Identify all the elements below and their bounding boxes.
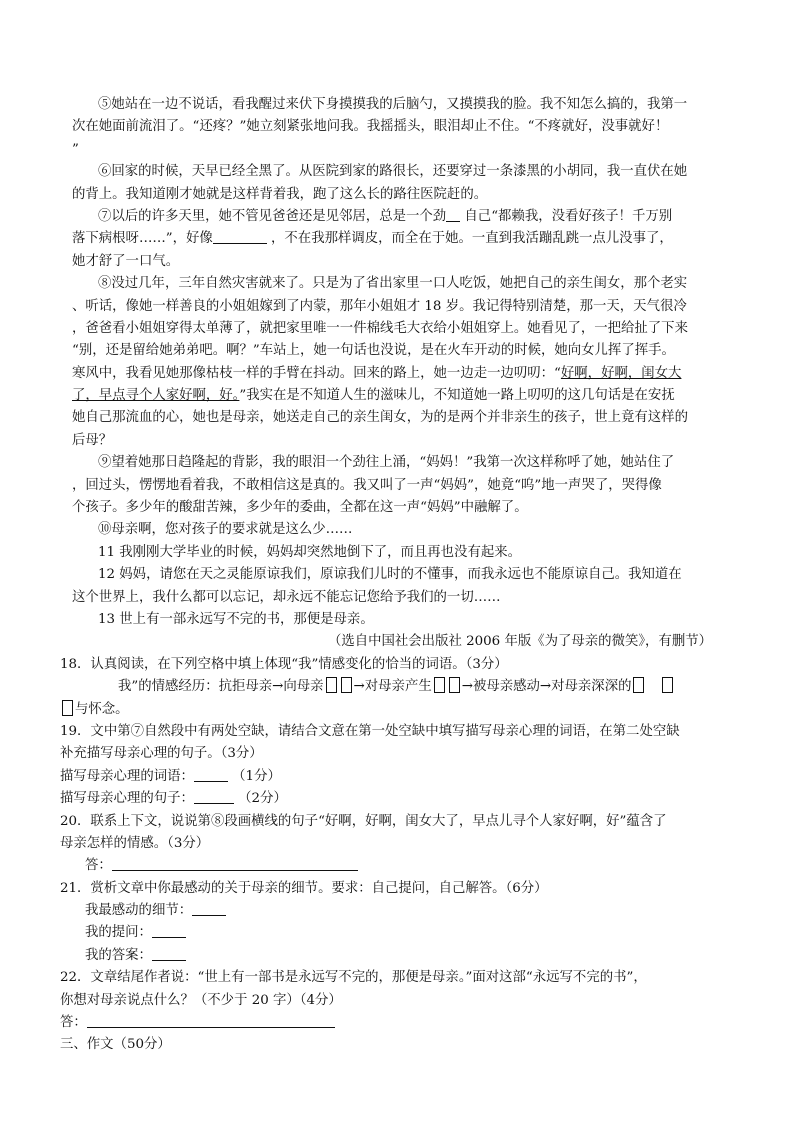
q19-points: （1分） — [232, 768, 281, 784]
q21-label: 我的提问： — [85, 925, 152, 941]
question-19-sentence-line — [60, 788, 722, 810]
paragraph-6-line-1: ⑥回家的时候，天早已经全黑了。从医院到家的路很长，还要穿过一条漆黑的小胡同，我一直伏在她 — [98, 164, 688, 180]
question-21-prompt: 21．赏析文章中你最感动的关于母亲的细节。要求：自己提问，自己解答。（6分） — [60, 880, 548, 896]
question-22-line-2: 你想对母亲说点什么？（不少于 20 字）（4分） — [60, 992, 342, 1008]
paragraph-12-line-2: 这个世界上，我什么都可以忘记，却永远不能忘记您给予我们的一切…… — [72, 589, 501, 605]
paragraph-13: 13 世上有一部永远写不完的书，那便是母亲。 — [98, 611, 374, 627]
paragraph-7-line-1 — [72, 206, 722, 228]
answer-blank[interactable] — [194, 767, 228, 782]
paragraph-9-line-2: ，回过头，愣愣地看着我，不敢相信这是真的。我又叫了一声“妈妈”，她竟“呜”地一声哭了，哭得像 — [72, 477, 662, 493]
question-18-prompt: 18．认真阅读，在下列空格中填上体现“我”情感变化的恰当的词语。（3分） — [60, 656, 508, 672]
p8-text: ”我实在是不知道人生的滋味儿，不知道她一路上叨叨的这几句话是在安抚 — [239, 388, 675, 404]
q18-text: 与怀念。 — [75, 701, 129, 717]
answer-blank[interactable] — [192, 901, 226, 916]
question-18-line-2 — [72, 676, 722, 698]
answer-label: 答： — [85, 858, 112, 874]
paragraph-8-line-2: 、听话，像她一样善良的小姐姐嫁到了内蒙，那年小姐姐才 18 岁。我记得特别清楚，那一天，天气很冷 — [72, 298, 687, 314]
answer-box[interactable] — [449, 677, 460, 693]
q19-text: 描写母亲心理的句子： — [60, 791, 194, 807]
q18-text: 我”的情感经历：抗拒母亲→向母亲 — [118, 679, 324, 695]
question-22-answer-line — [60, 1012, 722, 1034]
question-19-prompt: 19．文中第⑦自然段中有两处空缺，请结合文意在第一处空缺中填写描写母亲心理的词语，在第二处空缺 — [60, 723, 680, 739]
answer-box[interactable] — [326, 677, 337, 693]
q18-text: →对母亲产生 — [353, 679, 432, 695]
paragraph-8-line-6 — [72, 385, 722, 407]
q19-text: 描写母亲心理的词语： — [60, 768, 194, 784]
q21-label: 我最感动的细节： — [85, 903, 193, 919]
section-3-heading: 三、作文（50分） — [60, 1037, 171, 1053]
paragraph-11: 11 我刚刚大学毕业的时候，妈妈却突然地倒下了，而且再也没有起来。 — [98, 544, 522, 560]
paragraph-5-line-2: 次在她面前流泪了。“还疼？”她立刻紧张地问我。我摇摇头，眼泪却止不住。“不疼就好，没事就好！ — [72, 119, 669, 135]
paragraph-8-line-7: 她自己那流血的心，她也是母亲，她送走自己的亲生闺女，为的是两个并非亲生的孩子，世上竟有这样的 — [72, 410, 688, 426]
question-18-line-3 — [60, 699, 722, 721]
question-20-line-2: 母亲怎样的情感。（3分） — [60, 835, 210, 851]
question-21-detail-line — [72, 900, 722, 922]
answer-blank[interactable] — [152, 923, 186, 938]
answer-blank[interactable] — [152, 946, 186, 961]
p7-text: ，不在我那样调皮，而全在于她。一直到我活蹦乱跳一点儿没事了， — [266, 231, 673, 247]
paragraph-8-line-3: ，爸爸看小姐姐穿得太单薄了，就把家里唯一一件棉线毛大衣给小姐姐穿上。她看见了，一把给扯了下来 — [72, 320, 688, 336]
question-19-word-line — [60, 766, 722, 788]
paragraph-8-line-8: 后母？ — [72, 432, 113, 448]
question-22-prompt: 22．文章结尾作者说：“世上有一部书是永远写不完的，那便是母亲。”面对这部“永远写不完的书”， — [60, 970, 647, 986]
p7-text: ⑦以后的许多天里，她不管见爸爸还是见邻居，总是一个劲 — [98, 208, 447, 224]
paragraph-9-line-1: ⑨望着她那日趋隆起的背影，我的眼泪一个劲往上涌，“妈妈！”我第一次这样称呼了她，她站住了 — [98, 455, 675, 471]
p8-text: 寒风中，我看见她那像枯枝一样的手臂在抖动。回来的路上，她一边走一边叨叨：“ — [72, 365, 561, 381]
paragraph-7-line-2 — [72, 228, 722, 250]
answer-box[interactable] — [662, 677, 673, 693]
paragraph-10: ⑩母亲啊，您对孩子的要求就是这么少…… — [98, 522, 353, 538]
p7-text: 自己“都赖我，没看好孩子！千万别 — [460, 208, 673, 224]
question-21-answer-line — [72, 945, 722, 967]
answer-blank[interactable] — [194, 789, 234, 804]
question-19-line-2: 补充描写母亲心理的句子。（3分） — [60, 746, 263, 762]
paragraph-7-line-3: 她才舒了一口气。 — [72, 253, 180, 269]
answer-blank[interactable] — [112, 856, 358, 871]
answer-label: 答： — [60, 1015, 87, 1031]
document-page — [60, 94, 722, 1057]
paragraph-8-line-1: ⑧没过几年，三年自然灾害就来了。只是为了省出家里一口人吃饭，她把自己的亲生闺女，那个老实 — [98, 276, 688, 292]
question-21-question-line — [72, 922, 722, 944]
underlined-sentence: 好啊，好啊，闺女大 — [560, 365, 682, 381]
answer-box[interactable] — [633, 677, 644, 693]
answer-box[interactable] — [62, 700, 73, 716]
source-citation: （选自中国社会出版社 2006 年版《为了母亲的微笑》，有删节） — [327, 634, 712, 650]
paragraph-5-line-1: ⑤她站在一边不说话，看我醒过来伏下身摸摸我的后脑勺，又摸摸我的脸。我不知怎么搞的，我第一 — [98, 97, 688, 112]
paragraph-8-line-5 — [72, 363, 722, 385]
q19-points: （2分） — [238, 791, 287, 807]
question-20-answer-line — [72, 855, 722, 877]
p7-text: 落下病根呀……”，好像 — [72, 231, 213, 247]
paragraph-9-line-3: 个孩子。多少年的酸甜苦辣，多少年的委曲，全都在这一声“妈妈”中融解了。 — [72, 500, 528, 516]
paragraph-5-line-3: ” — [72, 141, 79, 157]
paragraph-6-line-2: 的背上。我知道刚才她就是这样背着我，跑了这么长的路往医院赶的。 — [72, 186, 488, 202]
answer-box[interactable] — [341, 677, 352, 693]
q21-label: 我的答案： — [85, 947, 152, 963]
paragraph-12-line-1: 12 妈妈，请您在天之灵能原谅我们，原谅我们儿时的不懂事，而我永远也不能原谅自己。我知道在 — [98, 567, 682, 583]
answer-blank[interactable] — [213, 229, 267, 244]
q18-text: →被母亲感动→对母亲深深的 — [461, 679, 632, 695]
paragraph-8-line-4: “别，还是留给她弟弟吧。啊？”车站上，她一句话也没说，是在火车开动的时候，她向女儿挥了挥手。 — [72, 343, 675, 359]
question-20-prompt: 20．联系上下文，说说第⑧段画横线的句子“好啊，好啊，闺女大了，早点儿寻个人家好啊，好”蕴含了 — [60, 813, 667, 829]
underlined-sentence: 了，早点寻个人家好啊，好。 — [72, 388, 240, 404]
answer-blank[interactable] — [446, 207, 460, 222]
answer-blank[interactable] — [87, 1013, 335, 1028]
answer-box[interactable] — [434, 677, 445, 693]
